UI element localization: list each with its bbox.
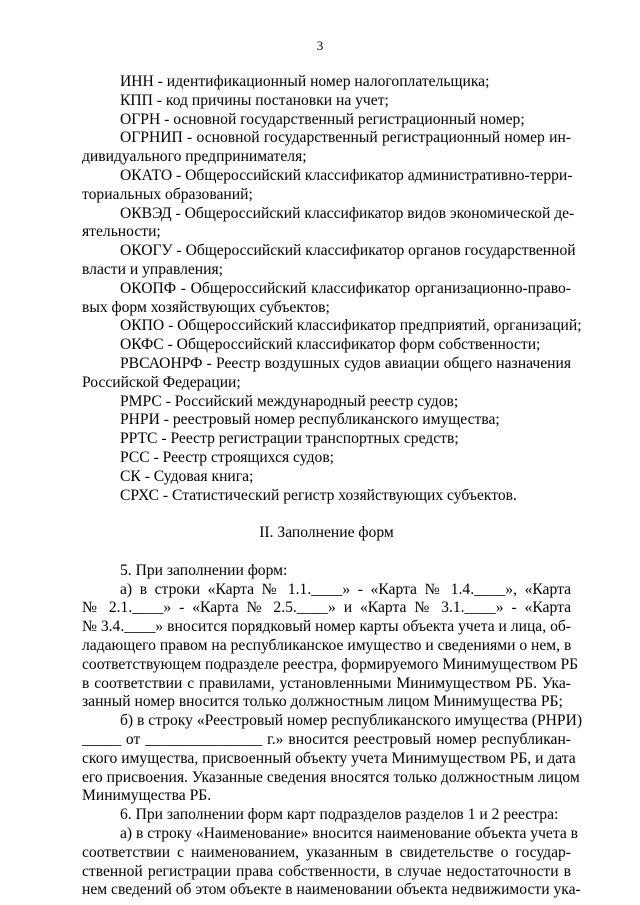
text-line: № 3.4.____» вносится порядковый номер карты объекта учета и лица, об- <box>82 618 571 636</box>
text-line: ОКОГУ - Общероссийский классификатор органов государственной <box>120 242 576 260</box>
text-line: занный номер вносится только должностным лицом Минимущества РБ; <box>82 693 563 711</box>
page-number: 3 <box>316 38 324 53</box>
text-line: СК - Судовая книга; <box>120 467 254 485</box>
text-line: власти и управления; <box>82 261 223 278</box>
text-line: а) в строки «Карта № 1.1.____» - «Карта № 1.4.____», «Карта <box>120 580 571 598</box>
text-line: ственной регистрации права собственности, в случае недостаточности в <box>82 862 571 880</box>
text-line: ОКОПФ - Общероссийский классификатор организационно-право- <box>120 279 571 297</box>
text-line: № 2.1.____» - «Карта № 2.5.____» и «Карта № 3.1.____» - «Карта <box>82 599 571 617</box>
text-line: соответствующем подразделе реестра, формируемого Минимуществом РБ <box>82 655 579 673</box>
text-line: дивидуального предпринимателя; <box>82 148 307 166</box>
text-line: РВСАОНРФ - Реестр воздушных судов авиации общего назначения <box>120 355 571 372</box>
text-line: КПП - код причины постановки на учет; <box>120 91 389 109</box>
text-line: СРХС - Статистический регистр хозяйствующих субъектов. <box>120 486 517 504</box>
text-line: ятельности; <box>82 223 161 241</box>
text-line: в соответствии с правилами, установленными Минимуществом РБ. Ука- <box>82 674 571 692</box>
text-line: а) в строку «Наименование» вносится наименование объекта учета в <box>120 825 579 842</box>
text-line: РРТС - Реестр регистрации транспортных средств; <box>120 430 459 448</box>
text-line: б) в строку «Реестровый номер республиканского имущества (РНРИ) <box>120 712 583 730</box>
text-line: ладающего правом на республиканское имущество и сведениями о нем, в <box>82 637 572 654</box>
section-heading: II. Заполнение форм <box>259 524 394 542</box>
text-line: ОГРН - основной государственный регистрационный номер; <box>120 110 525 128</box>
text-line: нем сведений об этом объекте в наименовании объекта недвижимости ука- <box>82 881 581 899</box>
text-line: ИНН - идентификационный номер налогоплательщика; <box>120 73 490 90</box>
text-line: его присвоения. Указанные сведения вносятся только должностным лицом <box>82 768 580 786</box>
text-line <box>82 504 571 524</box>
text-line: РМРС - Российский международный реестр судов; <box>120 392 459 410</box>
text-line: ОГРНИП - основной государственный регистрационный номер ин- <box>120 129 571 147</box>
text-line: Российской Федерации; <box>82 373 241 391</box>
text-line <box>82 542 571 562</box>
text-line: ОКПО - Общероссийский классификатор предприятий, организаций; <box>120 317 582 335</box>
text-line: 5. При заполнении форм: <box>120 561 288 579</box>
text-line: _____ от _______________ г.» вносится реестровый номер республикан- <box>82 731 571 748</box>
text-line: ОКВЭД - Общероссийский классификатор видов экономической де- <box>120 204 575 222</box>
text-line: ОКАТО - Общероссийский классификатор административно-терри- <box>120 167 573 184</box>
text-line: 6. При заполнении форм карт подразделов разделов 1 и 2 реестра: <box>120 806 559 824</box>
text-line: вых форм хозяйствующих субъектов; <box>82 298 330 316</box>
text-line: соответствии с наименованием, указанным в свидетельстве о государ- <box>82 843 571 861</box>
text-line: РСС - Реестр строящихся судов; <box>120 449 335 466</box>
text-line: РНРИ - реестровый номер республиканского имущества; <box>120 411 500 429</box>
text-line: ОКФС - Общероссийский классификатор форм собственности; <box>120 336 541 354</box>
text-line: Минимущества РБ. <box>82 787 212 805</box>
text-line: ского имущества, присвоенный объекту учета Минимуществом РБ, и дата <box>82 749 576 767</box>
text-line: ториальных образований; <box>82 185 253 203</box>
